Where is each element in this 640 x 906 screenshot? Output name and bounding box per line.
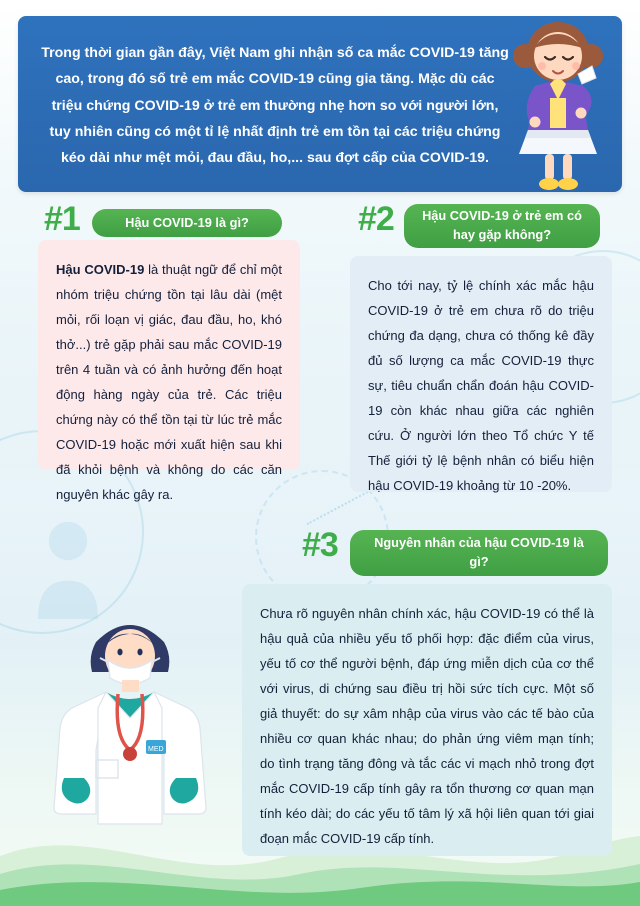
doctor-illustration <box>18 590 243 870</box>
section-1-number: #1 <box>44 200 80 238</box>
section-2-title: Hậu COVID-19 ở trẻ em có hay gặp không? <box>404 204 600 248</box>
section-1-title: Hậu COVID-19 là gì? <box>92 209 282 237</box>
section-3-number: #3 <box>302 526 338 564</box>
section-1-body: là thuật ngữ để chỉ một nhóm triệu chứng tồn tại lâu dài (mệt mỏi, rối loạn vị giác, đau đầu, ho, khó thở...) trẻ gặp phải sau mắc COVID-19 trên 4 tuần và có ảnh hưởng đến hoạt động hàng ngày của trẻ. Các triệu chứng này có thể tồn tại từ lúc trẻ mắc COVID-19 hoặc mới xuất hiện sau khi đã khỏi bệnh và không do các căn nguyên khác gây ra. <box>56 262 282 502</box>
section-1-lead: Hậu COVID-19 <box>56 262 145 277</box>
section-3-card <box>242 584 612 856</box>
section-3-body: Chưa rõ nguyên nhân chính xác, hậu COVID-19 có thể là hậu quả của nhiều yếu tố phối hợp: đặc điểm của virus, yếu tố cơ thể người bệnh, đáp ứng miễn dịch của cơ thể với virus, di chứng sau điều trị hồi sức tích cực. Một số giả thuyết: do sự xâm nhập của virus vào các tế bào của nhiều cơ quan khác nhau; do phản ứng viêm mạn tính; do tình trạng tăng đông và tắc các vi mạch nhỏ trong đợt mắc COVID-19 cấp tính gây ra tổn thương cơ quan mạn tính kéo dài; do các yếu tố tâm lý xã hội liên quan tới giai đoạn mắc COVID-19 cấp tính. <box>260 606 594 846</box>
girl-sick-illustration <box>498 16 618 194</box>
section-2-card <box>350 256 612 492</box>
section-1-card <box>38 240 300 502</box>
section-2-body: Cho tới nay, tỷ lệ chính xác mắc hậu COVID-19 ở trẻ em chưa rõ do triệu chứng đa dạng, chưa có thống kê đầy đủ số lượng ca mắc COVID-19 thực sự, tiêu chuẩn chẩn đoán hậu COVID-19 còn khác nhau giữa các nghiên cứu. Ở người lớn theo Tổ chức Y tế Thế giới tỷ lệ bệnh nhân có biểu hiện hậu COVID-19 khoảng từ 10 -20%. <box>368 278 594 493</box>
section-2-number: #2 <box>358 200 394 238</box>
svg-text:MED: MED <box>148 746 164 753</box>
header-paragraph: Trong thời gian gần đây, Việt Nam ghi nhận số ca mắc COVID-19 tăng cao, trong đó số trẻ em mắc COVID-19 cũng gia tăng. Mặc dù các triệu chứng COVID-19 ở trẻ em thường nhẹ hơn so với người lớn, tuy nhiên cũng có một tỉ lệ nhất định trẻ em tồn tại các triệu chứng kéo dài như mệt mỏi, đau đầu, ho,... sau đợt cấp của COVID-19. <box>41 45 509 167</box>
section-3-title: Nguyên nhân của hậu COVID-19 là gì? <box>350 530 608 576</box>
